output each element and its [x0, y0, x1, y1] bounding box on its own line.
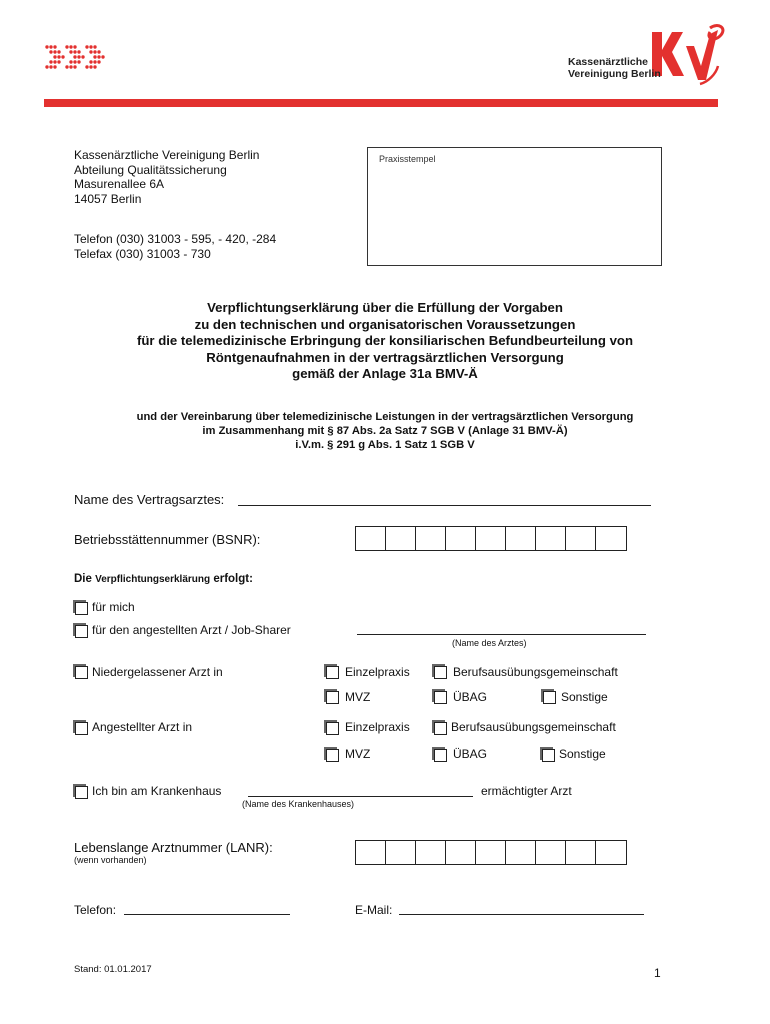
digit-box[interactable] — [536, 841, 566, 864]
niedergelassen-checkbox[interactable] — [75, 666, 88, 679]
subtitle-line: im Zusammenhang mit § 87 Abs. 2a Satz 7 SGB V (Anlage 31 BMV-Ä) — [202, 425, 568, 437]
digit-box[interactable] — [476, 841, 506, 864]
nied-sonstige-label: Sonstige — [561, 690, 608, 704]
digit-box[interactable] — [386, 527, 416, 550]
ang-bag-label: Berufsausübungsgemeinschaft — [451, 720, 616, 734]
logo-text-line1: Kassenärztliche — [568, 56, 648, 68]
digit-box[interactable] — [506, 841, 536, 864]
fuer-angestellten-checkbox[interactable] — [75, 625, 88, 638]
name-krankenhaus-hint: (Name des Krankenhauses) — [242, 799, 355, 809]
phone-number: Telefon (030) 31003 - 595, - 420, -284 — [74, 232, 277, 246]
digit-box[interactable] — [386, 841, 416, 864]
nied-mvz-label: MVZ — [345, 690, 371, 704]
name-vertragsarzt-label: Name des Vertragsarztes: — [74, 492, 225, 507]
document-title — [60, 300, 710, 383]
name-vertragsarzt-field[interactable] — [238, 505, 651, 506]
logo-text-line2: Vereinigung Berlin — [568, 68, 661, 80]
bsnr-input-boxes[interactable] — [355, 526, 627, 551]
bsnr-label: Betriebsstättennummer (BSNR): — [74, 532, 261, 547]
lanr-hint: (wenn vorhanden) — [74, 855, 147, 865]
digit-box[interactable] — [356, 527, 386, 550]
praxisstempel-label: Praxisstempel — [379, 154, 436, 164]
niedergelassen-label: Niedergelassener Arzt in — [92, 665, 223, 679]
ang-sonstige-label: Sonstige — [559, 747, 606, 761]
digit-box[interactable] — [596, 841, 626, 864]
digit-box[interactable] — [446, 527, 476, 550]
title-line: Röntgenaufnahmen in der vertragsärztlichen Versorgung — [206, 349, 564, 365]
telefon-label: Telefon: — [74, 903, 117, 917]
title-line: gemäß der Anlage 31a BMV-Ä — [292, 366, 478, 381]
page-number: 1 — [654, 966, 661, 980]
krankenhaus-name-field[interactable] — [248, 796, 473, 797]
email-field[interactable] — [399, 914, 644, 915]
nied-sonstige-checkbox[interactable] — [543, 691, 556, 704]
title-line: zu den technischen und organisatorischen Voraussetzungen — [194, 316, 576, 332]
fuer-mich-checkbox[interactable] — [75, 602, 88, 615]
krankenhaus-checkbox[interactable] — [75, 786, 88, 799]
nied-bag-label: Berufsausübungsgemeinschaft — [453, 665, 618, 679]
fuer-angestellten-label: für den angestellten Arzt / Job-Sharer — [92, 623, 291, 637]
digit-box[interactable] — [506, 527, 536, 550]
name-des-arztes-field[interactable] — [357, 634, 646, 635]
ang-einzelpraxis-label: Einzelpraxis — [345, 720, 410, 734]
praxisstempel-box[interactable] — [367, 147, 662, 266]
address-line: Masurenallee 6A — [74, 177, 165, 191]
title-line: für die telemedizinische Erbringung der konsiliarischen Befundbeurteilung von — [136, 333, 634, 348]
digit-box[interactable] — [356, 841, 386, 864]
ang-uebag-checkbox[interactable] — [434, 749, 447, 762]
subtitle-line: und der Vereinbarung über telemedizinische Leistungen in der vertragsärztlichen Versorgung — [136, 411, 634, 423]
digit-box[interactable] — [536, 527, 566, 550]
lanr-label: Lebenslange Arztnummer (LANR): — [74, 840, 273, 855]
nied-einzelpraxis-label: Einzelpraxis — [345, 665, 410, 679]
header-red-bar — [44, 99, 718, 107]
heading-suffix: erfolgt: — [210, 573, 253, 585]
fuer-mich-label: für mich — [92, 600, 135, 614]
lanr-input-boxes[interactable] — [355, 840, 627, 865]
address-line: 14057 Berlin — [74, 191, 142, 206]
ang-uebag-label: ÜBAG — [453, 747, 488, 761]
recipient-address — [74, 148, 259, 206]
digit-box[interactable] — [416, 841, 446, 864]
digit-box[interactable] — [566, 841, 596, 864]
ang-mvz-label: MVZ — [345, 747, 371, 761]
address-line: Abteilung Qualitätssicherung — [74, 162, 227, 177]
document-subtitle — [60, 410, 710, 452]
kv-arrows-logo — [44, 42, 108, 76]
stand-date: Stand: 01.01.2017 — [74, 964, 152, 975]
fax-number: Telefax (030) 31003 - 730 — [74, 246, 211, 261]
ang-bag-checkbox[interactable] — [434, 722, 447, 735]
email-label: E-Mail: — [355, 903, 393, 917]
contact-numbers — [74, 232, 276, 261]
address-line: Kassenärztliche Vereinigung Berlin — [74, 148, 260, 162]
angestellt-checkbox[interactable] — [75, 722, 88, 735]
digit-box[interactable] — [596, 527, 626, 550]
krankenhaus-prefix-label: Ich bin am Krankenhaus — [92, 784, 222, 798]
heading-small: Verpflichtungserklärung — [95, 574, 211, 585]
title-line: Verpflichtungserklärung über die Erfüllung der Vorgaben — [207, 300, 563, 315]
ang-mvz-checkbox[interactable] — [326, 749, 339, 762]
subtitle-line: i.V.m. § 291 g Abs. 1 Satz 1 SGB V — [295, 439, 475, 451]
digit-box[interactable] — [416, 527, 446, 550]
ang-sonstige-checkbox[interactable] — [542, 749, 555, 762]
erklaerung-heading — [74, 573, 253, 585]
krankenhaus-suffix-label: ermächtigter Arzt — [481, 784, 572, 798]
nied-uebag-label: ÜBAG — [453, 690, 488, 704]
nied-bag-checkbox[interactable] — [434, 666, 447, 679]
digit-box[interactable] — [476, 527, 506, 550]
digit-box[interactable] — [446, 841, 476, 864]
heading-prefix: Die — [74, 573, 96, 585]
telefon-field[interactable] — [124, 914, 290, 915]
angestellt-label: Angestellter Arzt in — [92, 720, 193, 734]
kv-logo-text — [568, 56, 661, 80]
ang-einzelpraxis-checkbox[interactable] — [326, 722, 339, 735]
digit-box[interactable] — [566, 527, 596, 550]
name-des-arztes-hint: (Name des Arztes) — [452, 638, 527, 648]
nied-uebag-checkbox[interactable] — [434, 691, 447, 704]
nied-mvz-checkbox[interactable] — [326, 691, 339, 704]
nied-einzelpraxis-checkbox[interactable] — [326, 666, 339, 679]
